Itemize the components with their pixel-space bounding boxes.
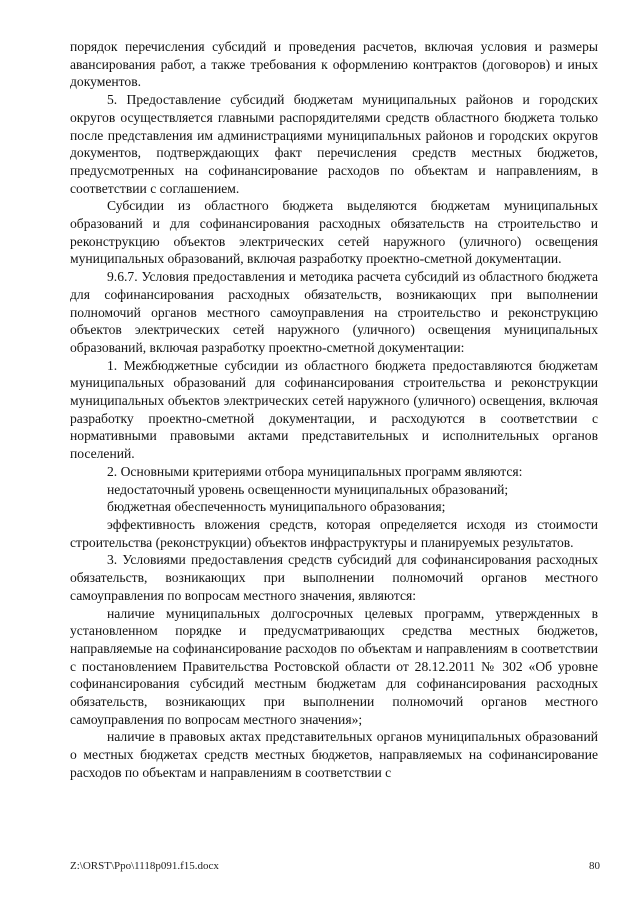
paragraph-5: 1. Межбюджетные субсидии из областного бюджета предоставляются бюджетам муниципальных образований для софинансирования строительства и реконструкции муниципальных объектов электрических сетей наружного (уличного) освещения, включая разработку проектно-сметной документации, и расходуются в соответствии с нормативными правовыми актами представительных и исполнительных органов поселений. xyxy=(70,357,598,462)
paragraph-11: наличие муниципальных долгосрочных целевых программ, утвержденных в установленном порядке и предусматривающих средства местных бюджетов, направляемые на софинансирование расходов по объектам и направлениям в соответствии с постановлением Правительства Ростовской области от 28.12.2011 № 302 «Об уровне софинансирования субсидий местным бюджетам для софинансирования расходных обязательств, возникающих при выполнении полномочий органов местного самоуправления по вопросам местного значения»; xyxy=(70,605,598,727)
paragraph-9: эффективность вложения средств, которая определяется исходя из стоимости строительства (реконструкции) объектов инфраструктуры и планируемых результатов. xyxy=(70,516,598,550)
paragraph-3: Субсидии из областного бюджета выделяются бюджетам муниципальных образований и для софинансирования расходных обязательств на строительство и реконструкцию объектов электрических сетей наружного (уличного) освещения муниципальных образований, включая разработку проектно-сметной документации. xyxy=(70,198,598,267)
footer-file-path: Z:\ORST\Ppo\1118p091.f15.docx xyxy=(70,860,219,872)
paragraph-12: наличие в правовых актах представительных органов муниципальных образований о местных бюджетах средств местных бюджетов, направляемых на софинансирование расходов по объектам и направлениям в соответствии с xyxy=(70,729,598,780)
page-number: 80 xyxy=(589,860,600,872)
paragraph-4: 9.6.7. Условия предоставления и методика расчета субсидий из областного бюджета для софинансирования расходных обязательств, возникающих при выполнении полномочий органов местного самоуправления на строительство и реконструкцию объектов электрических сетей наружного (уличного) освещения муниципальных образований, включая разработку проектно-сметной документации: xyxy=(70,269,598,355)
paragraph-8: бюджетная обеспеченность муниципального образования; xyxy=(107,499,446,515)
paragraph-10: 3. Условиями предоставления средств субсидий для софинансирования расходных обязательств, возникающих при выполнении полномочий органов местного самоуправления по вопросам местного значения, являются: xyxy=(70,552,598,603)
paragraph-1: порядок перечисления субсидий и проведения расчетов, включая условия и размеры авансирования работ, а также требования к оформлению контрактов (договоров) и иных документов. xyxy=(70,39,598,90)
document-body xyxy=(70,38,598,782)
paragraph-6: 2. Основными критериями отбора муниципальных программ являются: xyxy=(107,463,523,479)
paragraph-7: недостаточный уровень освещенности муниципальных образований; xyxy=(107,481,509,497)
paragraph-2: 5. Предоставление субсидий бюджетам муниципальных районов и городских округов осуществляется главными распорядителями средств областного бюджета только после представления им администрациями муниципальных районов и городских округов документов, подтверждающих факт перечисления средств местных бюджетов, предусмотренных на софинансирование расходов по объектам и направлениям, в соответствии с соглашением. xyxy=(70,92,598,196)
